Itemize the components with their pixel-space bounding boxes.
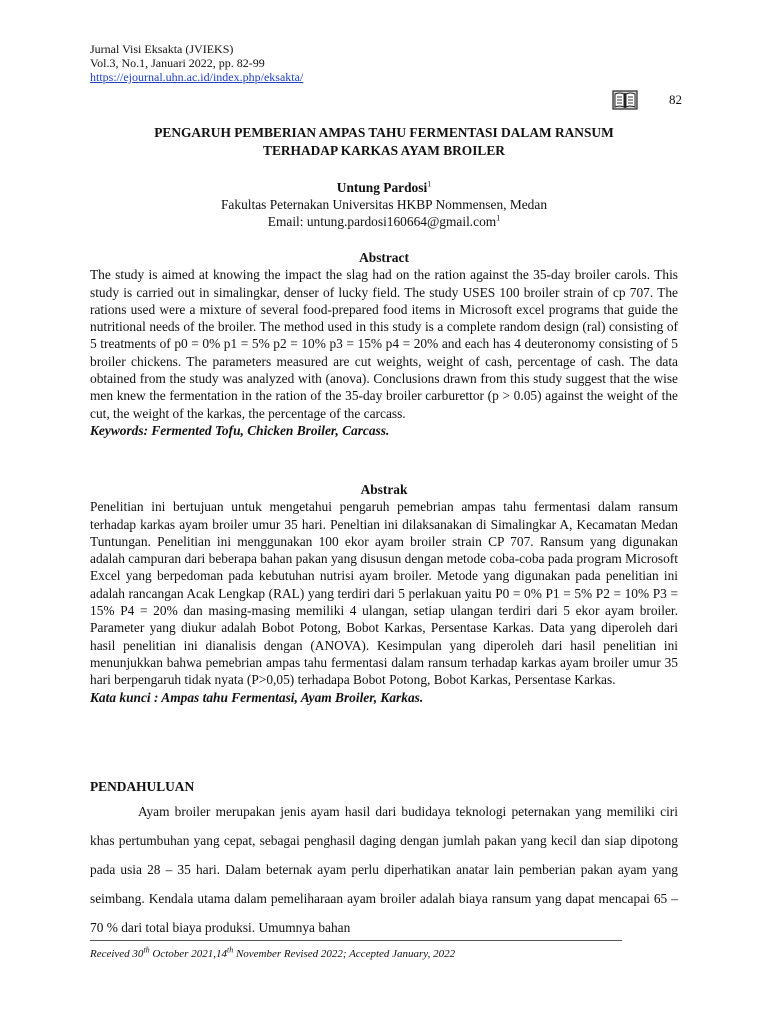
abstract-heading: Abstract bbox=[359, 250, 409, 265]
journal-header bbox=[90, 42, 678, 84]
journal-name: Jurnal Visi Eksakta (JVIEKS) bbox=[90, 42, 234, 56]
abstract-keywords: Keywords: Fermented Tofu, Chicken Broiler, Carcass. bbox=[90, 422, 390, 438]
abstract-body: The study is aimed at knowing the impact the slag had on the ration against the 35-day broiler carols. This study is carried out in simalingkar, denser of lucky field. The study USES 100 broiler strain of cp 707. The rations used were a mixture of several food-prepared food items in Microsoft excel programs that guide the nutritional needs of the broiler. The method used in this study is a complete random design (ral) consisting of 5 treatments of p0 = 0% p1 = 5% p2 = 10% p3 = 15% p4 = 20% and each has 4 deuteronomy consisting of 5 broiler chickens. The parameters measured are cut weights, weight of cash, percentage of cash. The data obtained from the study was analyzed with (anova). Conclusions drawn from this study suggest that the wise men knew the fermentation in the ration of the 35-day broiler carburettor (p > 0.05) against the weight of the cut, the weight of the karkas, the percentage of the carcass. bbox=[90, 267, 678, 421]
abstrak-body: Penelitian ini bertujuan untuk mengetahui pengaruh pemebrian ampas tahu fermentasi dalam ransum terhadap karkas ayam broiler umur 35 hari. Peneltian ini dilaksanakan di Simalingkar A, Kecamatan Medan Tuntungan. Penelitian ini menggunakan 100 ekor ayam broiler strain CP 707. Ransum yang digunakan adalah campuran dari beberapa bahan pakan yang disusun dengan metode coba-coba pada program Microsoft Excel yang berpedoman pada kebutuhan nutrisi ayam broiler. Metode yang digunakan pada penelitian ini adalah rancangan Acak Lengkap (RAL) yang terdiri dari 5 perlakuan yaitu P0 = 0% P1 = 5% P2 = 10% P3 = 15% P4 = 20% dan masing-masing memiliki 4 ulangan, setiap ulangan terdiri dari 5 ekor ayam broiler. Parameter yang diukur adalah Bobot Potong, Bobot Karkas, Persentase Karkas. Data yang diperoleh dari hasil penelitian ini dianalisis dengan (ANOVA). Kesimpulan yang diperoleh dari hasil penelitian ini menunjukkan bahwa pemebrian ampas tahu fermentasi dalam ransum terhadap karkas ayam broiler umur 35 hari berpengaruh tidak nyata (P>0,05) terhadapa Bobot Potong, Bobot Karkas, Persentase Karkas. bbox=[90, 499, 678, 688]
journal-url-link[interactable]: https://ejournal.uhn.ac.id/index.php/eksakta/ bbox=[90, 70, 304, 84]
author-name: Untung Pardosi bbox=[336, 180, 428, 195]
received-sup-b: th bbox=[226, 945, 234, 955]
intro-section bbox=[90, 797, 678, 942]
author-block bbox=[90, 179, 678, 230]
page-number: 82 bbox=[669, 92, 682, 107]
received-text-b: October 2021,14 bbox=[149, 948, 227, 960]
author-affiliation: Fakultas Peternakan Universitas HKBP Nommensen, Medan bbox=[220, 197, 548, 212]
title-line-2: TERHADAP KARKAS AYAM BROILER bbox=[263, 143, 505, 158]
open-book-icon bbox=[612, 89, 638, 111]
footer-divider bbox=[90, 940, 622, 941]
received-sup-a: th bbox=[143, 945, 150, 955]
journal-volume: Vol.3, No.1, Januari 2022, pp. 82-99 bbox=[90, 56, 265, 70]
received-text-a: Received 30 bbox=[90, 948, 144, 960]
abstrak-section bbox=[90, 481, 678, 706]
abstract-section bbox=[90, 249, 678, 439]
author-email: Email: untung.pardosi160664@gmail.com bbox=[267, 214, 497, 229]
paper-title bbox=[90, 124, 678, 160]
intro-heading: PENDAHULUAN bbox=[90, 779, 195, 794]
page-number-row bbox=[612, 88, 682, 112]
abstrak-keywords: Kata kunci : Ampas tahu Fermentasi, Ayam Broiler, Karkas. bbox=[90, 689, 424, 705]
received-dates bbox=[90, 945, 456, 960]
abstrak-heading: Abstrak bbox=[360, 482, 408, 497]
intro-body: Ayam broiler merupakan jenis ayam hasil dari budidaya teknologi peternakan yang memiliki ciri khas pertumbuhan yang cepat, sebagai penghasil daging dengan jumlah pakan yang kecil dan siap dipotong pada usia 28 – 35 hari. Dalam beternak ayam perlu diperhatikan anatar lain pemberian pakan ayam yang seimbang. Kendala utama dalam pemeliharaan ayam broiler adalah biaya ransum yang dapat mencapai 65 – 70 % dari total biaya produksi. Umumnya bahan bbox=[90, 804, 678, 935]
author-affil-mark: 1 bbox=[427, 179, 432, 189]
title-line-1: PENGARUH PEMBERIAN AMPAS TAHU FERMENTASI DALAM RANSUM bbox=[154, 125, 614, 140]
author-email-mark: 1 bbox=[496, 213, 501, 223]
received-text-c: November Revised 2022; Accepted January, 2022 bbox=[233, 948, 456, 960]
